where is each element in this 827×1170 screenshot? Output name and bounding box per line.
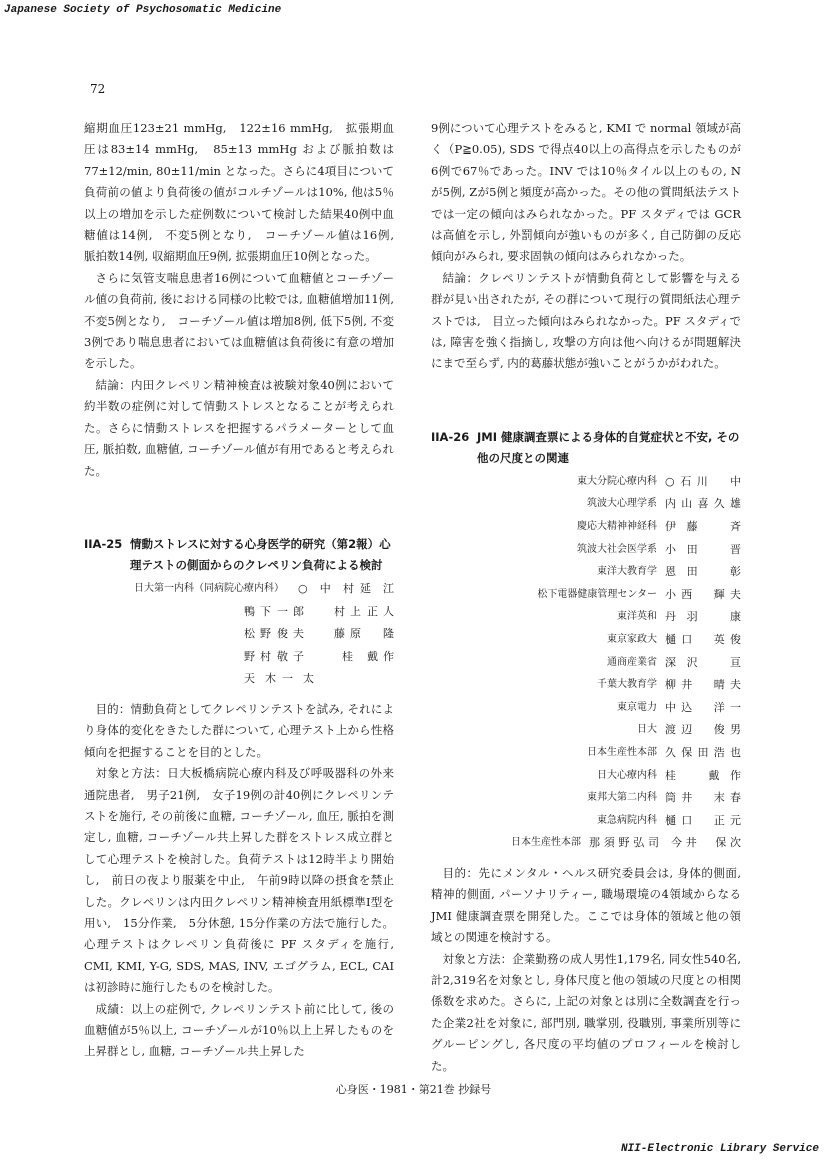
author-row — [431, 516, 741, 539]
body-paragraph: 成績：以上の症例で, クレペリンテスト前に比して, 後の血糖値が5％以上, コーチゾールが10％以上上昇したものを上昇群とし, 血糖, コーチゾール共上昇した — [84, 1001, 394, 1059]
body-paragraph: 結論：クレペリンテストが情動負荷として影響を与える群が見い出されたが, その群について現行の質問紙法心理テストでは, 目立った傾向はみられなかった。PF スタディでは, 障害を強く指摘し, 攻撃の方向は他へ向けるが問題解決にまで至らず, 内的葛藤状態が強いことがうかがわれた。 — [431, 270, 741, 371]
author-row — [431, 606, 741, 629]
author-row — [431, 493, 741, 516]
affiliation: 筑波大心理学系 — [587, 498, 657, 510]
author-block — [84, 578, 394, 691]
body-paragraph: 目的：先にメンタル・ヘルス研究委員会は, 身体的側面, 精神的側面, パーソナリティー, 職場環境の4領域からなる JMI 健康調査票を開発した。ここでは身体的領域と他の領域との関連を検討する。 — [431, 865, 741, 945]
affiliation: 日大心療内科 — [597, 769, 657, 781]
author-name: 村上 — [334, 604, 361, 618]
author-row — [431, 629, 741, 652]
author-name: 樋口 正元 — [665, 813, 741, 827]
affiliation: 東洋英和 — [617, 611, 657, 623]
page-number: 72 — [90, 82, 106, 96]
affiliation: 日大 — [637, 724, 657, 736]
author-name: 小田 晋 — [665, 542, 741, 556]
body-paragraph: 結論：内田クレペリン精神検査は被験対象40例において約半数の症例に対して情動ストレスとなることが考えられた。さらに情動ストレスを把握するパラメーターとして血圧, 脈拍数, 血糖値, コーチゾール値が有用であると考えられた。 — [84, 377, 394, 478]
author-name: 渡辺 俊男 — [665, 723, 741, 737]
affiliation: 慶応大精神神経科 — [577, 521, 657, 533]
author-name: 内山喜久雄 — [665, 497, 741, 511]
author-name: 戴作 — [367, 649, 394, 663]
author-row — [431, 539, 741, 562]
body-paragraph: 対象と方法：日大板橋病院心療内科及び呼吸器科の外来通院患者, 男子21例, 女子19例の計40例にクレペリンテストを施行, その前後に血糖, コーチゾール, 血圧, 脈拍を測定し, 血糖, コーチゾール共上昇した群をストレス成立群として心理テストを検討した。負荷テストは12時半より開始し, 前日の夜より服薬を中止, 午前9時以降の摂食を禁止した。クレペリンは内田クレペリン精神検査用紙標準Ⅰ型を用い, 15分作業, 5分休憩, 15分作業の方法で施行した。心理テストはクレペリン負荷後に PF スタディを施行, CMI, KMI, Y-G, SDS, MAS, INV, エゴグラム, ECL, CAI は初診時に施行したものを検討した。 — [84, 766, 394, 995]
affiliation: 千葉大教育学 — [597, 679, 657, 691]
body-paragraph: 目的：情動負荷としてクレペリンテストを試み, それにより身体的変化をきたした群について, 心理テスト上から性格傾向を把握することを目的とした。 — [84, 701, 394, 759]
author-name: ○石川 中 — [665, 474, 741, 488]
page-footer: 心身医・1981・第21巻 抄録号 — [335, 1083, 492, 1096]
author-name: 一太 — [282, 672, 314, 686]
journal-header: Japanese Society of Psychosomatic Medicine — [4, 4, 282, 16]
author-name: 中込 洋一 — [665, 700, 741, 714]
author-row — [431, 584, 741, 607]
body-paragraph: 対象と方法：企業勤務の成人男性1,179名, 同女性540名, 計2,319名を対象とし, 身体尺度と他の領域の尺度との相関係数を求めた。さらに, 上記の対象とは別に全数調査を行った企業2社を対象に, 部門別, 職掌別, 役職別, 事業所別等にグルーピングし, 各尺度の平均値のプロフィールを検討した。 — [431, 951, 741, 1073]
author-block — [431, 471, 741, 855]
affiliation: 東京電力 — [617, 701, 657, 713]
affiliation: 東京家政大 — [607, 634, 657, 646]
author-name: 正人 — [367, 604, 394, 618]
author-row — [431, 832, 741, 855]
section-heading — [431, 427, 741, 469]
author-row — [431, 471, 741, 494]
affiliation: 筑波大社会医学系 — [577, 543, 657, 555]
author-row — [431, 561, 741, 584]
affiliation: 東大分院心療内科 — [577, 475, 657, 487]
affiliation: 東急病院内科 — [597, 814, 657, 826]
section-heading — [84, 534, 394, 576]
author-row — [431, 674, 741, 697]
service-footer: NII-Electronic Library Service — [620, 1143, 819, 1155]
body-paragraph: 9例について心理テストをみると, KMI で normal 領域が高く（P≧0.05), SDS で得点40以上の高得点を示したものが6例で67％であった。INV では10％タイル以上のもの, Nが5例, Zが5例と頻度が高かった。その他の質問紙法テストでは一定の傾向はみられなかった。PF スタディでは GCR は高値を示し, 外罰傾向が強いものが多く, 自己防御の反応傾向がみられ, 要求固執の傾向はみられなかった。 — [431, 121, 741, 264]
author-name: 桂 戴作 — [665, 768, 741, 782]
author-row — [431, 765, 741, 788]
author-name: 柳井 晴夫 — [665, 678, 741, 692]
section-title: JMI 健康調査票による身体的自覚症状と不安, その他の尺度との関連 — [477, 429, 740, 465]
author-row — [431, 719, 741, 742]
affiliation: 通商産業省 — [607, 656, 657, 668]
author-name: 敬子 — [277, 649, 304, 663]
author-name: 延江 — [360, 581, 394, 595]
author-name: 俊夫 — [277, 627, 304, 641]
author-name: 伊藤 斉 — [665, 520, 741, 534]
left-column — [84, 118, 406, 1063]
author-name: 恩田 彰 — [665, 565, 741, 579]
author-name: 那須野弘司 — [589, 836, 659, 850]
author-name: 一郎 — [277, 604, 304, 618]
author-name: 松野 — [244, 627, 271, 641]
author-name: ○中村 — [298, 581, 354, 595]
author-name: 桂 — [342, 649, 353, 663]
affiliation: 日本生産性本部 — [511, 837, 581, 849]
affiliation: 日本生産性本部 — [587, 747, 657, 758]
author-row — [431, 652, 741, 675]
author-name: 深沢 亘 — [665, 655, 741, 669]
author-name: 今井 保次 — [671, 836, 741, 850]
affiliation: 東洋大教育学 — [597, 566, 657, 578]
affiliation: 東邦大第二内科 — [587, 792, 657, 804]
author-row — [431, 742, 741, 765]
affiliation: 日大第一内科（同病院心療内科） — [134, 582, 284, 594]
section-number: IIA-25 — [84, 536, 123, 551]
author-name: 天木 — [244, 672, 276, 686]
affiliation: 松下電器健康管理センター — [537, 588, 657, 600]
author-row — [431, 787, 741, 810]
author-row — [431, 697, 741, 720]
author-name: 丹羽 康 — [665, 610, 741, 624]
author-name: 小西 輝夫 — [665, 587, 741, 601]
author-name: 鴨下 — [244, 604, 271, 618]
section-title: 情動ストレスに対する心身医学的研究（第2報）心理テストの側面からのクレペリン負荷による検討 — [130, 536, 391, 572]
author-name: 筒井 末春 — [665, 791, 741, 805]
body-paragraph: さらに気管支喘息患者16例について血糖値とコーチゾール値の負荷前, 後における同様の比較では, 血糖値増加11例, 不変5例となり, コーチゾール値は増加8例, 低下5例, 不変3例であり喘息患者においては血糖値は負荷後に有意の増加を示した。 — [84, 270, 406, 371]
body-paragraph: 縮期血圧123±21 mmHg, 122±16 mmHg, 拡張期血圧は83±14 mmHg, 85±13 mmHg および脈拍数は77±12/min, 80±11/min となった。さらに4項目について負荷前の値より負荷後の値がコルチゾールは10%, 他は5％以上の増加を示した症例数について検討した結果40例中血糖値は14例, 不変5例となり, コーチゾール値は16例, 脈拍数14例, 収縮期血圧9例, 拡張期血圧10例となった。 — [84, 121, 406, 264]
section-number: IIA-26 — [431, 429, 470, 444]
author-name: 藤原 — [334, 627, 361, 641]
author-row — [431, 810, 741, 833]
author-name: 久保田浩也 — [665, 746, 741, 759]
right-column — [431, 118, 741, 1077]
author-name: 隆 — [383, 627, 394, 641]
author-name: 野村 — [244, 649, 271, 663]
author-name: 樋口 英俊 — [665, 633, 741, 647]
